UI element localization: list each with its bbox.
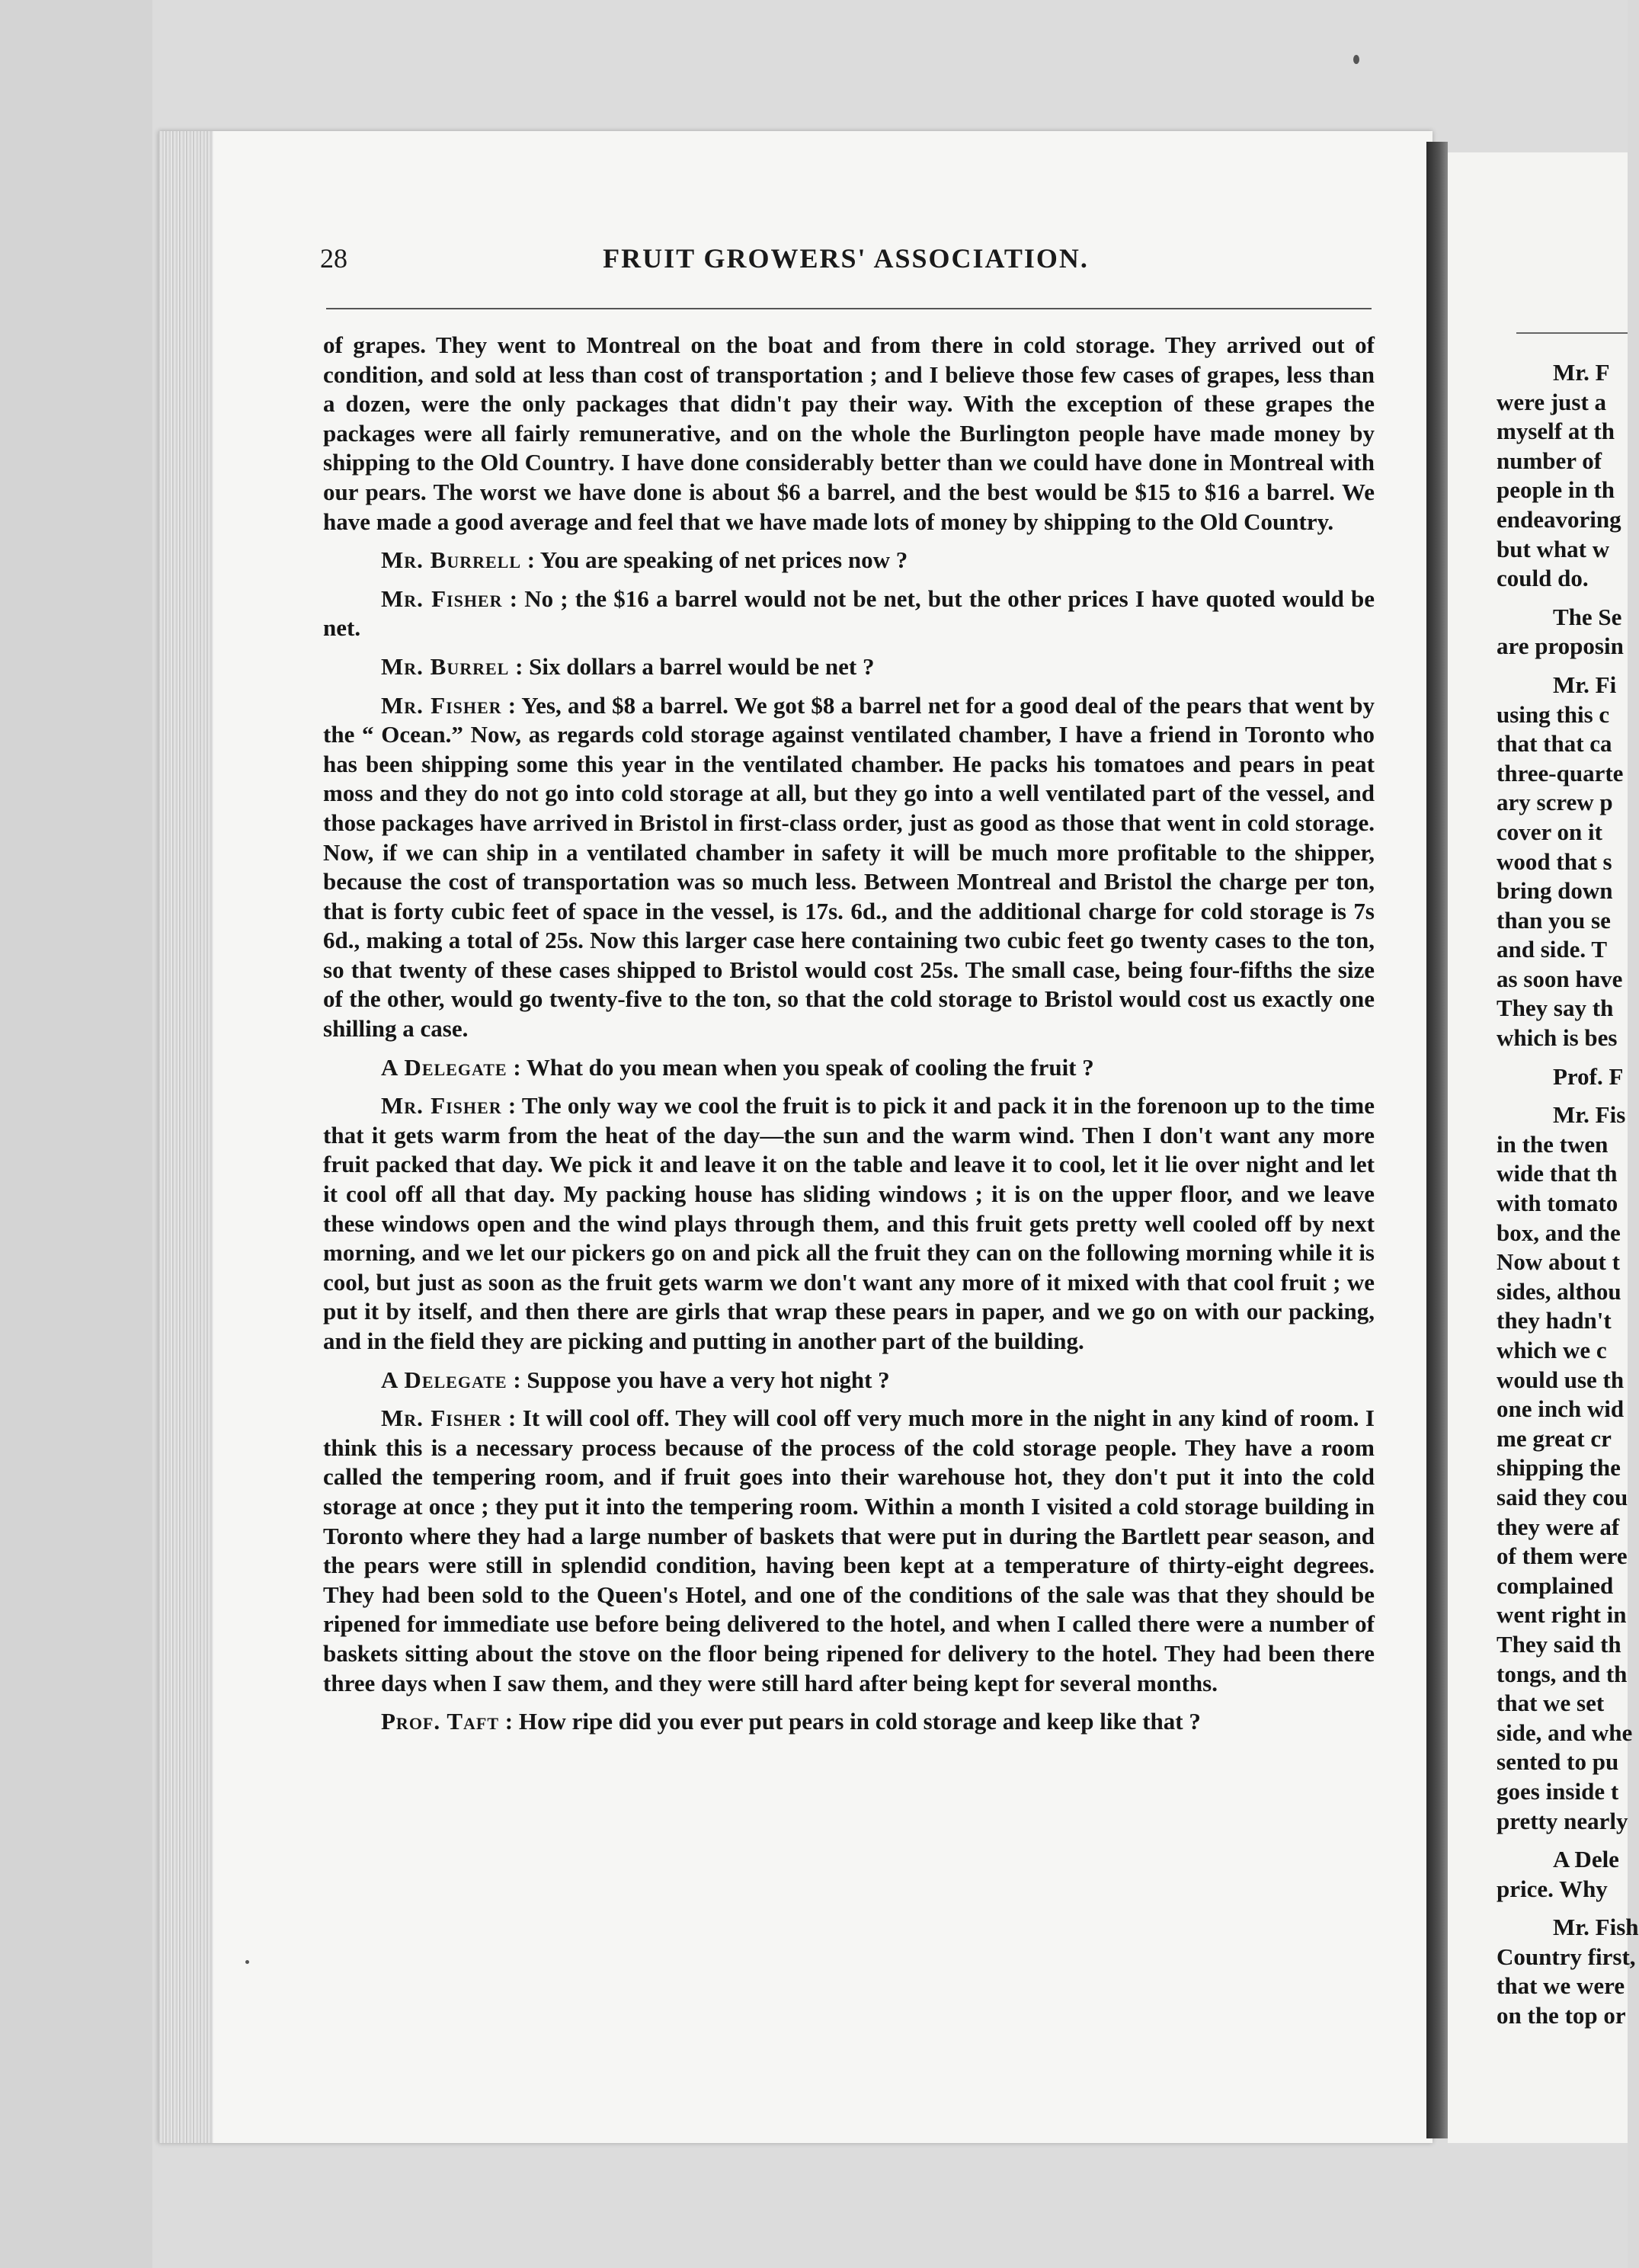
right-page-line: They said th [1497, 1630, 1621, 1658]
right-header-rule [1516, 332, 1628, 334]
right-page-line: using this c [1497, 700, 1610, 728]
right-page-line: shipping the [1497, 1454, 1621, 1482]
right-page-line: bring down [1497, 877, 1613, 905]
speaker-name: Mr. Burrel [381, 652, 510, 680]
right-page-line: in the twen [1497, 1130, 1609, 1158]
right-page-line: A Dele [1553, 1846, 1619, 1873]
paragraph: Mr. Fisher : The only way we cool the fruit is to pick it and pack it in the forenoon up to the time that it gets warm from the heat of the day—the sun and the warm wind. Then I don't want any more fruit packed that day. We pick it and leave it on the table and leave it to cool, let it lie over night and let it cool off all that day. My packing house has sliding windows ; it is on the upper floor, and we leave these windows open and the wind plays through them, and this fruit gets pretty well cooled off by next morning, and we let our pickers go on and pick all the fruit they can on the following morning while it is cool, but just as soon as the fruit gets warm we don't want any more of it mixed with that cool fruit ; we put it by itself, and then there are girls that wrap these pears in paper, and we go on with our packing, and in the field they are picking and putting in another part of the building. [323, 1092, 1375, 1354]
speaker-name: Mr. Fisher [381, 1092, 502, 1120]
paragraph-text: Suppose you have a very hot night ? [527, 1366, 890, 1393]
page-header [320, 242, 1372, 288]
right-page-line: Mr. F [1553, 359, 1610, 386]
header-rule [326, 308, 1372, 309]
right-page-line: that that ca [1497, 730, 1612, 758]
right-page-line: myself at th [1497, 418, 1615, 445]
paragraph-text: Yes, and $8 a barrel. We got $8 a barrel net for a good deal of the pears that went by the “ Ocean.” Now, as regards cold storage against ventilated chamber, I have a friend in Toronto who has been shipping some this year in the ventilated chamber. He packs his tomatoes and pears in peat moss and they do not go into cold storage at all, but they go into a well ventilated part of the vessel, and those packages have arrived in Bristol in first-class order, just as good as those that went in cold storage. Now, if we can ship in a ventilated chamber in safety it will be much more profitable to the shipper, because the cost of transportation was so much less. Between Montreal and Bristol the charge per ton, that is forty cubic feet of space in the vessel, is 17s. 6d., and the additional charge for cold storage is 7s 6d., making a total of 25s. Now this larger case here containing two cubic feet go twenty cases to the ton, so that twenty of these cases shipped to Bristol would cost 25s. The small case, being four-fifths the size of the other, would go twenty-five to the ton, so that the cold storage to Bristol would cost us exactly one shilling a case. [323, 691, 1375, 1043]
right-page-line: that we set [1497, 1690, 1605, 1717]
paragraph-text: The only way we cool the fruit is to pick it and pack it in the forenoon up to the time that it gets warm from the heat of the day—the sun and the warm wind. Then I don't want any more fruit packed that day. We pick it and leave it on the table and leave it to cool, let it lie over night and let it cool off all that day. My packing house has sliding windows ; it is on the upper floor, and we leave these windows open and the wind plays through them, and this fruit gets pretty well cooled off by next morning, and we let our pickers go on and pick all the fruit they can on the following morning while it is cool, but just as soon as the fruit gets warm we don't want any more of it mixed with that cool fruit ; we put it by itself, and then there are girls that wrap these pears in paper, and we go on with our packing, and in the field they are picking and putting in another part of the building. [323, 1092, 1375, 1354]
speaker-name: Mr. Fisher [381, 691, 502, 719]
speaker-name: Mr. Burrell [381, 546, 522, 574]
right-page-line: goes inside t [1497, 1777, 1619, 1805]
paragraph: Prof. Taft : How ripe did you ever put pears in cold storage and keep like that ? [381, 1708, 1201, 1735]
right-page-line: box, and the [1497, 1219, 1621, 1246]
right-page-line: said they cou [1497, 1483, 1628, 1510]
right-page-line: Country first, [1497, 1943, 1636, 1970]
paragraph-text: of grapes. They went to Montreal on the boat and from there in cold storage. They arrived out of condition, and sold at less than cost of transportation ; and I believe those few cases of grapes, less than a dozen, were the only packages that didn't pay their way. With the exception of these grapes the packages were all fairly remunerative, and on the whole the Burlington people have made money by shipping to the Old Country. I have done considerably better than we could have done in Montreal with our pears. The worst we have done is about $6 a barrel, and the best would be $15 to $16 a barrel. We have made a good average and feel that we have made lots of money by shipping to the Old Country. [323, 332, 1375, 535]
right-page-line: me great cr [1497, 1424, 1612, 1452]
paragraph-text: Six dollars a barrel would be net ? [529, 652, 875, 680]
right-page-line: people in th [1497, 476, 1615, 504]
right-page-line: with tomato [1497, 1190, 1618, 1217]
right-page-line: The Se [1553, 603, 1622, 630]
paragraph-text: What do you mean when you speak of cooling the fruit ? [526, 1053, 1094, 1081]
right-page-line: on the top or [1497, 2002, 1626, 2029]
right-page-line: three-quarte [1497, 759, 1624, 786]
page-edges [158, 131, 213, 2143]
scan-speck [1353, 55, 1359, 64]
right-page-line: one inch wid [1497, 1395, 1625, 1423]
right-page-line: as soon have [1497, 965, 1623, 992]
speaker-name: Mr. Fisher [381, 585, 503, 612]
right-page-line: would use th [1497, 1366, 1625, 1393]
running-title: FRUIT GROWERS' ASSOCIATION. [603, 243, 1089, 274]
right-page-line: but what w [1497, 535, 1610, 562]
right-page-line: price. Why [1497, 1875, 1608, 1902]
paragraph: Mr. Burrell : You are speaking of net prices now ? [381, 546, 908, 574]
right-page-line: Now about t [1497, 1248, 1620, 1276]
right-page-line: tongs, and th [1497, 1660, 1628, 1687]
right-page-line: could do. [1497, 565, 1589, 592]
scan-speck [245, 1960, 249, 1964]
right-page-line: Prof. F [1553, 1062, 1624, 1090]
right-page-line: than you se [1497, 906, 1611, 934]
paragraph-text: You are speaking of net prices now ? [539, 546, 908, 574]
paragraph: A Delegate : What do you mean when you speak of cooling the fruit ? [381, 1053, 1094, 1081]
paragraph-text: It will cool off. They will cool off very much more in the night in any kind of room. I think this is a necessary process because of the process of the cold storage people. They have a room called the tempering room, and if fruit goes into their warehouse hot, they don't put it into the cold storage at once ; they put it into the tempering room. Within a month I visited a cold storage building in Toronto where they had a large number of baskets that were put in during the Bartlett pear season, and the pears were still in splendid condition, having been kept at a temperature of thirty-eight degrees. They had been sold to the Queen's Hotel, and one of the conditions of the sale was that they should be ripened for immediate use before being delivered to the hotel, and when I called there were a number of baskets sitting about the stove on the floor being ripened for delivery to the hotel. They had been there three days when I saw them, and they were still hard after being kept for several months. [323, 1405, 1375, 1696]
right-page-line: endeavoring [1497, 505, 1621, 533]
book-gutter [1426, 142, 1448, 2138]
right-page-line: sides, althou [1497, 1277, 1621, 1305]
right-page-line: Mr. Fi [1553, 671, 1617, 698]
page-number: 28 [320, 243, 347, 274]
paragraph-text: No ; the $16 a barrel would not be net, but the other prices I have quoted would be net. [323, 585, 1375, 642]
right-page-line: number of [1497, 447, 1602, 474]
right-page-line: and side. T [1497, 936, 1608, 963]
right-page-line: they hadn't [1497, 1307, 1612, 1334]
right-page-line: which is bes [1497, 1024, 1618, 1052]
right-page-line: Mr. Fis [1553, 1101, 1626, 1129]
body-text [323, 331, 1375, 1746]
paragraph: Mr. Fisher : It will cool off. They will cool off very much more in the night in any kind of room. I think this is a necessary process because of the process of the cold storage people. They have a room called the tempering room, and if fruit goes into their warehouse hot, they don't put it into the cold storage at once ; they put it into the tempering room. Within a month I visited a cold storage building in Toronto where they had a large number of baskets that were put in during the Bartlett pear season, and the pears were still in splendid condition, having been kept at a temperature of thirty-eight degrees. They had been sold to the Queen's Hotel, and one of the conditions of the sale was that they should be ripened for immediate use before being delivered to the hotel, and when I called there were a number of baskets sitting about the stove on the floor being ripened for delivery to the hotel. They had been there three days when I saw them, and they were still hard after being kept for several months. [323, 1405, 1375, 1696]
scan-margin [0, 0, 152, 2268]
right-page-line: wood that s [1497, 847, 1612, 875]
speaker-name: Prof. Taft [381, 1708, 499, 1735]
right-page-line: Mr. Fish [1553, 1914, 1639, 1941]
right-page-line: complained [1497, 1571, 1614, 1599]
paragraph: Mr. Burrel : Six dollars a barrel would be net ? [381, 652, 875, 680]
right-page-line: went right in [1497, 1601, 1627, 1629]
right-page-line: that we were [1497, 1972, 1625, 2000]
speaker-name: A Delegate [381, 1053, 507, 1081]
paragraph: Mr. Fisher : Yes, and $8 a barrel. We got $8 a barrel net for a good deal of the pears that went by the “ Ocean.” Now, as regards cold storage against ventilated chamber, I have a friend in Toronto who has been shipping some this year in the ventilated chamber. He packs his tomatoes and pears in peat moss and they do not go into cold storage at all, but they go into a well ventilated part of the vessel, and those packages have arrived in Bristol in first-class order, just as good as those that went in cold storage. Now, if we can ship in a ventilated chamber in safety it will be much more profitable to the shipper, because the cost of transportation was so much less. Between Montreal and Bristol the charge per ton, that is forty cubic feet of space in the vessel, is 17s. 6d., and the additional charge for cold storage is 7s 6d., making a total of 25s. Now this larger case here containing two cubic feet go twenty cases to the ton, so that twenty of these cases shipped to Bristol would cost 25s. The small case, being four-fifths the size of the other, would go twenty-five to the ton, so that the cold storage to Bristol would cost us exactly one shilling a case. [323, 691, 1375, 1043]
right-page-line: they were af [1497, 1513, 1620, 1540]
right-page-line: They say th [1497, 995, 1614, 1022]
right-page-line: were just a [1497, 388, 1607, 415]
right-page-line: of them were [1497, 1542, 1628, 1570]
right-page-line: wide that th [1497, 1160, 1618, 1187]
right-page-text [1497, 358, 1639, 2031]
speaker-name: Mr. Fisher [381, 1405, 502, 1432]
paragraph-text: How ripe did you ever put pears in cold storage and keep like that ? [518, 1708, 1201, 1735]
paragraph: A Delegate : Suppose you have a very hot night ? [381, 1366, 890, 1393]
paragraph [323, 331, 1375, 537]
right-page-line: ary screw p [1497, 789, 1613, 816]
right-page-line: sented to pu [1497, 1748, 1619, 1776]
right-page-line: are proposin [1497, 633, 1624, 660]
right-page-line: pretty nearly [1497, 1807, 1628, 1834]
right-page-line: cover on it [1497, 818, 1602, 845]
paragraph: Mr. Fisher : No ; the $16 a barrel would not be net, but the other prices I have quoted would be net. [323, 585, 1375, 642]
speaker-name: A Delegate [381, 1366, 507, 1393]
right-page-line: side, and whe [1497, 1719, 1633, 1746]
right-page-line: which we c [1497, 1337, 1607, 1363]
